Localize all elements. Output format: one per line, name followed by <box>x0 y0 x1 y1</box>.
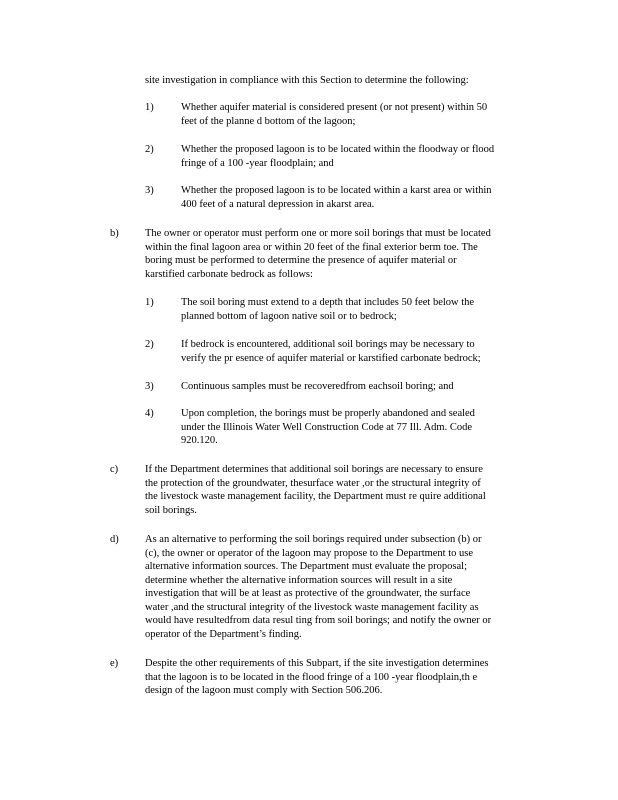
subsection-marker: b) <box>110 228 119 239</box>
intro-paragraph: site investigation in compliance with this Section to determine the following: <box>145 75 469 86</box>
item-marker: 1) <box>145 297 154 308</box>
list-item <box>145 101 538 131</box>
subsection-text: Despite the other requirements of this Subpart, if the site investigation determines that the lagoon is to be located in the flood fringe of a 100 -year floodplain,th e design of the lagoon must comply with Section 506.206. <box>145 658 489 696</box>
list-item <box>145 407 538 451</box>
subsection-b <box>110 227 540 283</box>
list-item <box>145 184 538 214</box>
item-marker: 3) <box>145 381 154 392</box>
item-text: The soil boring must extend to a depth that includes 50 feet below the planned bottom of lagoon native soil or to bedrock; <box>181 297 475 322</box>
item-text: Continuous samples must be recoveredfrom eachsoil boring; and <box>181 381 454 392</box>
item-text: Whether aquifer material is considered present (or not present) within 50 feet of the planne d bottom of the lagoon; <box>181 102 488 127</box>
item-text: Whether the proposed lagoon is to be located within the floodway or flood fringe of a 100 -year floodplain; and <box>181 144 495 169</box>
list-item <box>145 296 538 326</box>
item-marker: 2) <box>145 339 154 350</box>
list-item <box>145 338 538 368</box>
subsection-d <box>110 533 540 643</box>
subsection-text: If the Department determines that additional soil borings are necessary to ensure the protection of the groundwater, thesurface water ,or the structural integrity of the livestock waste management facility, the Department must re quire additional soil borings. <box>145 464 486 516</box>
list-item <box>145 143 538 173</box>
item-marker: 1) <box>145 102 154 113</box>
item-text: If bedrock is encountered, additional soil borings may be necessary to verify the pr esence of aquifer material or karstified carbonate bedrock; <box>181 339 481 364</box>
subsection-marker: d) <box>110 534 119 545</box>
subsection-marker: c) <box>110 464 119 475</box>
item-text: Upon completion, the borings must be properly abandoned and sealed under the Illinois Water Well Construction Code at 77 Ill. Adm. Code 920.120. <box>181 408 475 446</box>
subsection-marker: e) <box>110 658 119 669</box>
item-text: Whether the proposed lagoon is to be located within a karst area or within 400 feet of a natural depression in akarst area. <box>181 185 492 210</box>
list-item <box>145 380 538 396</box>
subsection-c <box>110 463 540 519</box>
item-marker: 4) <box>145 408 154 419</box>
item-marker: 2) <box>145 144 154 155</box>
subsection-e <box>110 657 540 699</box>
subsection-text: The owner or operator must perform one or more soil borings that must be located within the final lagoon area or within 20 feet of the final exterior berm toe. The boring must be performed to determine the presence of aquifer material or karstified carbonate bedrock as follows: <box>145 228 491 280</box>
subsection-text: As an alternative to performing the soil borings required under subsection (b) or (c), the owner or operator of the lagoon may propose to the Department to use alternative information sources. The Department must evaluate the proposal; determine whether the alternative information sources will result in a site investigation that will be at least as protective of the groundwater, the surface water ,and the structural integrity of the livestock waste management facility as would have resultedfrom data resul ting from soil borings; and notify the owner or operator of the Department’s finding. <box>145 534 492 640</box>
item-marker: 3) <box>145 185 154 196</box>
